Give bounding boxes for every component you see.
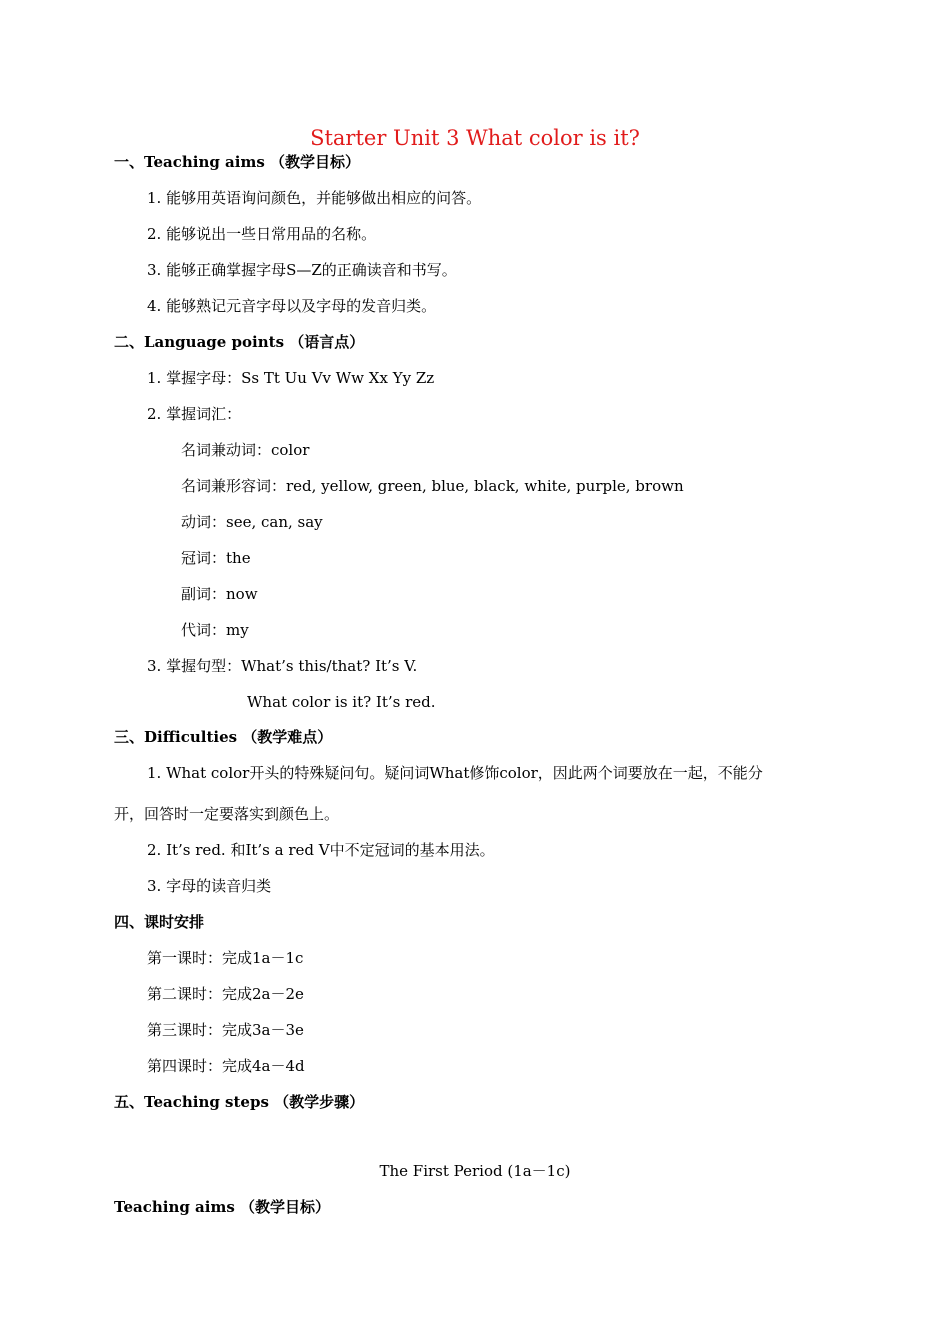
- section-heading-language: 二、Language points （语言点）: [114, 333, 365, 351]
- difficulty-item: 3. 字母的读音归类: [147, 877, 272, 895]
- language-letters: 1. 掌握字母：Ss Tt Uu Vv Ww Xx Yy Zz: [147, 369, 435, 387]
- aims-item: 2. 能够说出一些日常用品的名称。: [147, 225, 377, 243]
- period-title: The First Period (1a－1c): [379, 1162, 571, 1180]
- vocab-item: 名词兼形容词：red, yellow, green, blue, black, white, purple, brown: [181, 477, 684, 495]
- difficulty-item: 2. It’s red. 和It’s a red V中不定冠词的基本用法。: [147, 841, 495, 859]
- difficulty-item-cont: 开，回答时一定要落实到颜色上。: [114, 805, 340, 823]
- section-heading-schedule: 四、课时安排: [114, 913, 205, 931]
- language-sentences-cont: What color is it? It’s red.: [247, 693, 436, 711]
- document-title: Starter Unit 3 What color is it?: [310, 126, 640, 150]
- section-heading-aims: 一、Teaching aims （教学目标）: [114, 153, 361, 171]
- period-aims-heading: Teaching aims （教学目标）: [114, 1198, 331, 1216]
- vocab-item: 冠词：the: [181, 549, 251, 567]
- section-heading-steps: 五、Teaching steps （教学步骤）: [114, 1093, 365, 1111]
- vocab-item: 副词：now: [181, 585, 258, 603]
- difficulty-item: 1. What color开头的特殊疑问句。疑问词What修饰color，因此两个词要放在一起，不能分: [147, 764, 763, 782]
- aims-item: 4. 能够熟记元音字母以及字母的发音归类。: [147, 297, 437, 315]
- vocab-item: 动词：see, can, say: [181, 513, 323, 531]
- schedule-item: 第二课时：完成2a－2e: [147, 985, 304, 1003]
- section-heading-difficulties: 三、Difficulties （教学难点）: [114, 728, 333, 746]
- schedule-item: 第四课时：完成4a－4d: [147, 1057, 305, 1075]
- schedule-item: 第一课时：完成1a－1c: [147, 949, 304, 967]
- language-vocab-title: 2. 掌握词汇：: [147, 405, 242, 423]
- vocab-item: 名词兼动词：color: [181, 441, 310, 459]
- vocab-item: 代词：my: [181, 621, 249, 639]
- aims-item: 1. 能够用英语询问颜色，并能够做出相应的问答。: [147, 189, 482, 207]
- language-sentences: 3. 掌握句型：What’s this/that? It’s V.: [147, 657, 418, 675]
- schedule-item: 第三课时：完成3a－3e: [147, 1021, 304, 1039]
- aims-item: 3. 能够正确掌握字母S—Z的正确读音和书写。: [147, 261, 457, 279]
